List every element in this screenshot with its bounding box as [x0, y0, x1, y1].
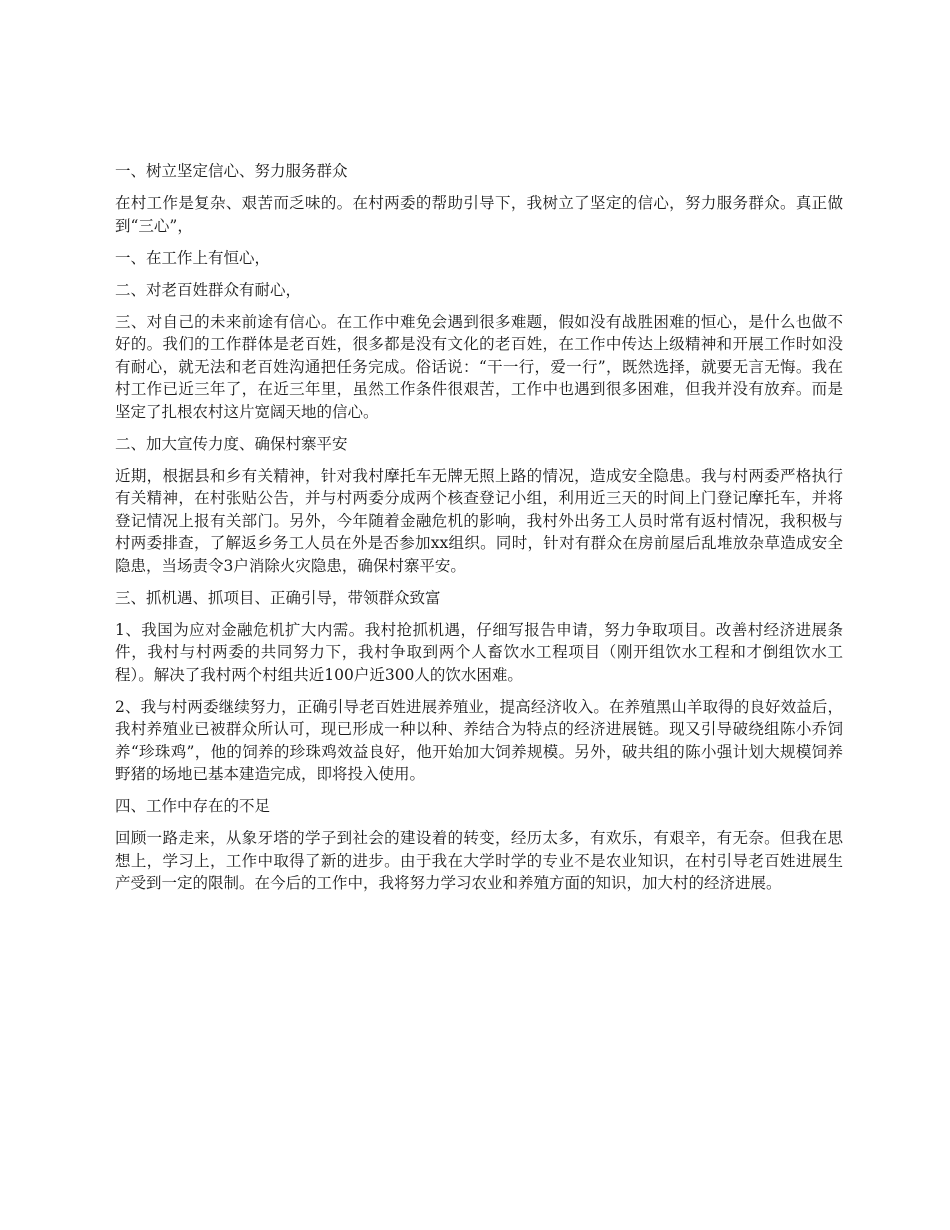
paragraph-project-1: 1、我国为应对金融危机扩大内需。我村抢抓机遇，仔细写报告申请，努力争取项目。改善村经济进展条件，我村与村两委的共同努力下，我村争取到两个人畜饮水工程项目（刚开组饮水工程和才倒组饮水工程）。解决了我村两个村组共近100户近300人的饮水困难。 [115, 620, 843, 684]
paragraph-project-2: 2、我与村两委继续努力，正确引导老百姓进展养殖业，提高经济收入。在养殖黑山羊取得的良好效益后，我村养殖业已被群众所认可，现已形成一种以种、养结合为特点的经济进展链。现又引导破绕组陈小乔饲养“珍珠鸡”，他的饲养的珍珠鸡效益良好，他开始加大饲养规模。另外，破共组的陈小强计划大规模饲养野猪的场地已基本建造完成，即将投入使用。 [115, 697, 843, 783]
section-heading-3: 三、抓机遇、抓项目、正确引导，带领群众致富 [115, 588, 441, 607]
section-heading-1: 一、树立坚定信心、努力服务群众 [115, 162, 348, 180]
document-body [115, 160, 843, 904]
section-heading-2: 二、加大宣传力度、确保村寨平安 [115, 434, 348, 453]
list-item-1: 一、在工作上有恒心， [115, 248, 271, 267]
paragraph-intro: 在村工作是复杂、艰苦而乏味的。在村两委的帮助引导下，我树立了坚定的信心，努力服务群众。真正做到“三心”， [115, 194, 843, 235]
paragraph-conclusion: 回顾一路走来，从象牙塔的学子到社会的建设着的转变，经历太多，有欢乐，有艰辛，有无奈。但我在思想上，学习上，工作中取得了新的进步。由于我在大学时学的专业不是农业知识，在村引导老百姓进展生产受到一定的限制。在今后的工作中，我将努力学习农业和养殖方面的知识，加大村的经济进展。 [115, 829, 843, 892]
section-heading-4: 四、工作中存在的不足 [115, 797, 271, 815]
paragraph-safety: 近期，根据县和乡有关精神，针对我村摩托车无牌无照上路的情况，造成安全隐患。我与村两委严格执行有关精神，在村张贴公告，并与村两委分成两个核查登记小组，利用近三天的时间上门登记摩托车，并将登记情况上报有关部门。另外，今年随着金融危机的影响，我村外出务工人员时常有返村情况，我积极与村两委排查，了解返乡务工人员在外是否参加xx组织。同时，针对有群众在房前屋后乱堆放杂草造成安全隐患，当场责令3户消除火灾隐患，确保村寨平安。 [115, 466, 843, 575]
list-item-2: 二、对老百姓群众有耐心， [115, 280, 302, 299]
list-item-3: 三、对自己的未来前途有信心。在工作中难免会遇到很多难题，假如没有战胜困难的恒心，是什么也做不好的。我们的工作群体是老百姓，很多都是没有文化的老百姓，在工作中传达上级精神和开展工作时如没有耐心，就无法和老百姓沟通把任务完成。俗话说：“干一行，爱一行”，既然选择，就要无言无悔。我在村工作已近三年了，在近三年里，虽然工作条件很艰苦，工作中也遇到很多困难，但我并没有放弃。而是坚定了扎根农村这片宽阔天地的信心。 [115, 312, 843, 421]
